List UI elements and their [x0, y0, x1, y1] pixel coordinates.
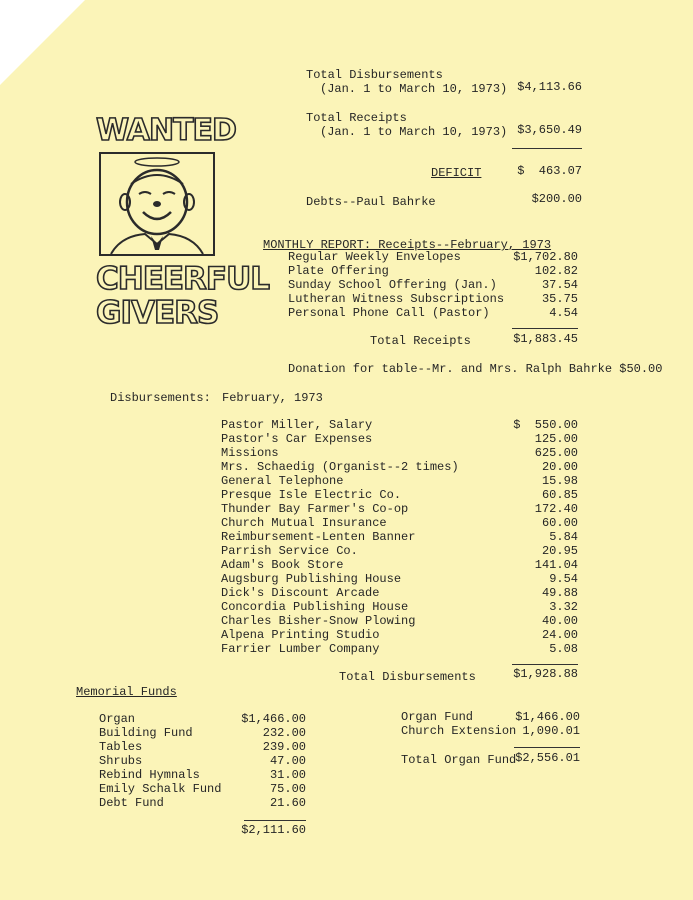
disbursement-item-label: Augsburg Publishing House [221, 572, 402, 586]
cheerful-givers-logo [96, 113, 270, 331]
deficit-label: DEFICIT [431, 166, 482, 180]
memorial-item-amount: 21.60 [269, 796, 306, 810]
memorial-item-label: Tables [99, 740, 143, 754]
disbursement-item-amount: 15.98 [541, 474, 578, 488]
memorial-item-amount: $1,466.00 [241, 712, 306, 726]
disbursement-item-amount: 9.54 [549, 572, 578, 586]
smiling-face-icon [99, 152, 215, 256]
disbursement-item-label: Church Mutual Insurance [221, 516, 387, 530]
memorial-item-amount: 239.00 [262, 740, 306, 754]
monthly-title: MONTHLY REPORT: Receipts--February, 1973 [263, 238, 552, 252]
disbursement-item-amount: 5.84 [549, 530, 578, 544]
torn-corner [0, 0, 85, 85]
disbursement-item-amount: 172.40 [534, 502, 578, 516]
memorial-item-label: Organ [99, 712, 136, 726]
organ-item-label: Church Extension [401, 724, 517, 738]
disbursement-item-amount: 20.00 [541, 460, 578, 474]
disbursement-item-label: Alpena Printing Studio [221, 628, 380, 642]
disbursement-item-amount: $ 550.00 [513, 418, 578, 432]
logo-wanted: WANTED [96, 113, 236, 148]
disbursement-item-amount: 625.00 [534, 446, 578, 460]
monthly-total-label: Total Receipts [370, 334, 471, 348]
disbursements-total-label: Total Disbursements [339, 670, 476, 684]
disbursement-item-amount: 141.04 [534, 558, 578, 572]
monthly-item-amount: 37.54 [541, 278, 578, 292]
disbursement-item-label: Presque Isle Electric Co. [221, 488, 402, 502]
monthly-total-amount: $1,883.45 [513, 332, 578, 346]
debts-amount: $200.00 [531, 192, 582, 206]
organ-total-label: Total Organ Fund [401, 753, 517, 767]
logo-cheerful: CHEERFUL [96, 261, 270, 297]
monthly-item-amount: $1,702.80 [513, 250, 578, 264]
summary-disb-label: Total Disbursements [306, 68, 443, 82]
monthly-item-amount: 102.82 [534, 264, 578, 278]
organ-item-label: Organ Fund [401, 710, 474, 724]
organ-item-amount: $1,466.00 [515, 710, 580, 724]
organ-rule [514, 747, 580, 748]
disbursement-item-amount: 5.08 [549, 642, 578, 656]
memorial-item-amount: 31.00 [269, 768, 306, 782]
disbursements-period: February, 1973 [222, 391, 323, 405]
disbursement-item-label: Thunder Bay Farmer's Co-op [221, 502, 409, 516]
disbursement-item-label: Parrish Service Co. [221, 544, 358, 558]
memorial-item-label: Debt Fund [99, 796, 164, 810]
memorial-item-amount: 75.00 [269, 782, 306, 796]
summary-rec-period: (Jan. 1 to March 10, 1973) [320, 125, 508, 139]
monthly-item-label: Sunday School Offering (Jan.) [288, 278, 497, 292]
disbursement-item-label: Missions [221, 446, 279, 460]
disbursement-item-label: Farrier Lumber Company [221, 642, 380, 656]
disbursement-item-amount: 24.00 [541, 628, 578, 642]
debts-label: Debts--Paul Bahrke [306, 195, 436, 209]
disbursement-item-amount: 60.00 [541, 516, 578, 530]
monthly-item-amount: 4.54 [549, 306, 578, 320]
disbursement-item-amount: 40.00 [541, 614, 578, 628]
monthly-item-label: Lutheran Witness Subscriptions [288, 292, 505, 306]
disbursement-item-amount: 20.95 [541, 544, 578, 558]
disbursement-item-label: Pastor Miller, Salary [221, 418, 373, 432]
summary-disb-amount: $4,113.66 [517, 80, 582, 94]
deficit-amount: $ 463.07 [517, 164, 582, 178]
disbursements-heading: Disbursements: [110, 391, 211, 405]
disbursement-item-amount: 49.88 [541, 586, 578, 600]
summary-disb-period: (Jan. 1 to March 10, 1973) [320, 82, 508, 96]
disbursement-item-label: Pastor's Car Expenses [221, 432, 373, 446]
disbursements-total-amount: $1,928.88 [513, 667, 578, 681]
disbursement-item-label: Dick's Discount Arcade [221, 586, 380, 600]
memorial-item-label: Building Fund [99, 726, 193, 740]
memorial-heading: Memorial Funds [76, 685, 177, 699]
summary-rec-amount: $3,650.49 [517, 123, 582, 137]
memorial-item-label: Rebind Hymnals [99, 768, 200, 782]
summary-rec-label: Total Receipts [306, 111, 407, 125]
memorial-item-label: Emily Schalk Fund [99, 782, 222, 796]
disbursement-item-label: Charles Bisher-Snow Plowing [221, 614, 416, 628]
disbursement-item-label: Adam's Book Store [221, 558, 344, 572]
monthly-item-amount: 35.75 [541, 292, 578, 306]
disbursement-item-label: Reimbursement-Lenten Banner [221, 530, 416, 544]
organ-total-amount: $2,556.01 [515, 751, 580, 765]
logo-givers: GIVERS [96, 295, 219, 331]
disbursement-item-amount: 125.00 [534, 432, 578, 446]
memorial-item-amount: 47.00 [269, 754, 306, 768]
disbursement-item-amount: 3.32 [549, 600, 578, 614]
monthly-item-label: Plate Offering [288, 264, 389, 278]
disbursement-item-label: Concordia Publishing House [221, 600, 409, 614]
memorial-item-label: Shrubs [99, 754, 143, 768]
monthly-item-label: Personal Phone Call (Pastor) [288, 306, 490, 320]
memorial-item-amount: 232.00 [262, 726, 306, 740]
summary-rule [512, 148, 582, 149]
disbursement-item-label: Mrs. Schaedig (Organist--2 times) [221, 460, 459, 474]
disbursement-item-label: General Telephone [221, 474, 344, 488]
donation-line: Donation for table--Mr. and Mrs. Ralph Bahrke $50.00 [288, 362, 663, 376]
disbursements-rule [512, 664, 578, 665]
monthly-rule [512, 328, 578, 329]
memorial-rule [244, 820, 306, 821]
disbursement-item-amount: 60.85 [541, 488, 578, 502]
memorial-total-amount: $2,111.60 [241, 823, 306, 837]
organ-item-amount: 1,090.01 [522, 724, 580, 738]
monthly-item-label: Regular Weekly Envelopes [288, 250, 461, 264]
